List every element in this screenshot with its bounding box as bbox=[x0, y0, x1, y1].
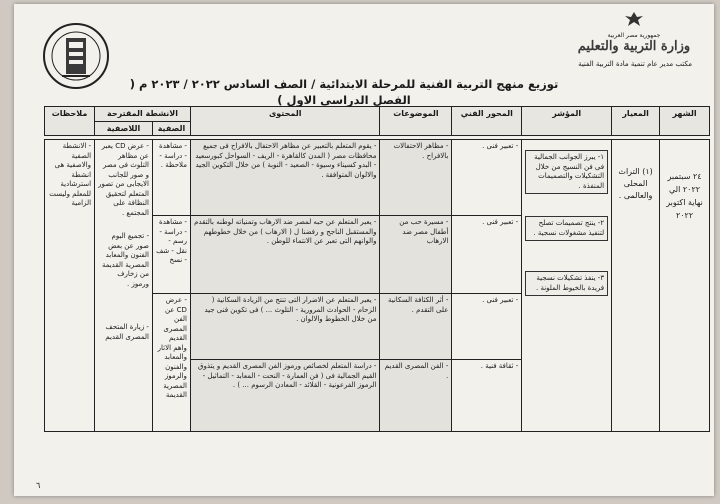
page-title: توزيع منهج التربية الفنية للمرحلة الابتدائية / الصف السادس ٢٠٢٢ / ٢٠٢٣ م ( الفصل الدراسى الاول ) bbox=[129, 77, 559, 107]
indicator-item: ١- يبرز الجوانب الجمالية فى فن النسيج من خلال التشكيلات والتصميمات المنفذة . bbox=[525, 150, 608, 194]
row-axis: - تعبير فنى . bbox=[452, 294, 522, 360]
row-axis: - ثقافة فنية . bbox=[452, 360, 522, 432]
header-month: الشهر bbox=[660, 107, 710, 136]
ministry-header bbox=[574, 10, 694, 54]
row-classroom: - مشاهدة - دراسة - رسم - نقل - شف - نسخ bbox=[152, 216, 190, 294]
row-axis: - تعبير فنى . bbox=[452, 140, 522, 216]
republic-name: جمهورية مصر العربية bbox=[607, 32, 661, 39]
header-topics: الموضوعات bbox=[380, 107, 452, 136]
document-page bbox=[14, 4, 714, 496]
row-axis: - تعبير فنى . bbox=[452, 216, 522, 294]
page-number: ٦ bbox=[36, 481, 41, 490]
extracurricular-item: - زيارة المتحف المصرى القديم bbox=[105, 323, 149, 341]
header-content: المحتوى bbox=[190, 107, 380, 136]
row-content: - يعبر المتعلم عن الاضرار التى تنتج من الزيادة السكانية ( الزحام - الحوادث المرورية - التلوث ... ) فى تكوين فنى جيد من خلال الخطوط والالوان . bbox=[190, 294, 380, 360]
row-content: - يعبر المتعلم عن حبه لمصر ضد الارهاب وتمنياته لوطنه بالتقدم والمستقبل الناجح و رفضنا ل ( الارهاب ) من خلال خطوطهم والوانهم التى تعبر عن الانتماء للوطن . bbox=[190, 216, 380, 294]
ministry-name: وزارة التربية والتعليم bbox=[577, 39, 691, 54]
month-cell: ٢٤ سبتمبر ٢٠٢٢ الي نهاية اكتوبر ٢٠٢٢ bbox=[660, 140, 710, 432]
extracurricular-cell bbox=[95, 140, 153, 432]
indicator-item: ٣- ينفذ تشكيلات نسجية فريدة بالخيوط الملونة . bbox=[525, 271, 608, 296]
header-standard: المعيار bbox=[612, 107, 660, 136]
header-classroom: الصفية bbox=[152, 121, 190, 136]
header-axis: المحور الفني bbox=[452, 107, 522, 136]
office-name: مكتب مدير عام تنمية مادة التربية الفنية bbox=[578, 60, 692, 68]
education-emblem-icon bbox=[42, 22, 110, 90]
row-content: - يقوم المتعلم بالتعبير عن مظاهر الاحتفال بالافراح فى جميع محافظات مصر ( المدن كالقاهرة - الريف - السواحل كبورسعيد - البدو كسيناء وسيوة - الصعيد - النوبة ) من خلال التكوين الجيد والالوان المتوافقة . bbox=[190, 140, 380, 216]
extracurricular-item: - تجميع البوم صور عن بعض الفنون والمعابد المصرية القديمة من زخارف ورموز . bbox=[101, 232, 149, 288]
row-topic: - مسيرة حب من أطفال مصر ضد الارهاب bbox=[380, 216, 452, 294]
header-extracurricular: اللاصفية bbox=[95, 121, 153, 136]
indicator-item: ٢- ينتج تصميمات تصلح لتنفيذ مشغولات نسجية . bbox=[525, 216, 608, 241]
extracurricular-item: - عرض CD يعبر عن مظاهر التلوث فى مصر و صور للجانب الايجابى من تصور المتعلم لتحقيق النظافة على المجتمع . bbox=[98, 142, 149, 217]
header-indicator: المؤشر bbox=[522, 107, 612, 136]
indicators-cell bbox=[522, 140, 612, 432]
curriculum-table bbox=[44, 106, 710, 432]
standard-cell: (١) التراث المحلى والعالمى . bbox=[612, 140, 660, 432]
header-notes: ملاحظات bbox=[45, 107, 95, 136]
row-classroom: - عرض CD عن الفن المصرى القديم واهم الاثار والمعابد والفنون والرموز المصرية القديمة bbox=[152, 294, 190, 432]
row-topic: - أثر الكثافة السكانية على التقدم . bbox=[380, 294, 452, 360]
row-classroom: - مشاهدة - دراسة - ملاحظة . bbox=[152, 140, 190, 216]
notes-cell: - الانشطة الصفية والاصفية هى انشطة استرشادية للمعلم وليست الزامية bbox=[45, 140, 95, 432]
eagle-emblem-icon bbox=[623, 10, 645, 28]
row-topic: - الفن المصرى القديم . bbox=[380, 360, 452, 432]
row-content: - دراسة المتعلم لخصائص ورموز الفن المصرى القديم و يتذوق القيم الجمالية فى ( فن العمارة - النحت - المعابد - التماثيل - الرموز الفرعونية - القلائد - المعادن الرسوم ... ) . bbox=[190, 360, 380, 432]
row-topic: - مظاهر الاحتفالات بالافراح . bbox=[380, 140, 452, 216]
header-activities: الانشطة المقترحة bbox=[95, 107, 191, 122]
